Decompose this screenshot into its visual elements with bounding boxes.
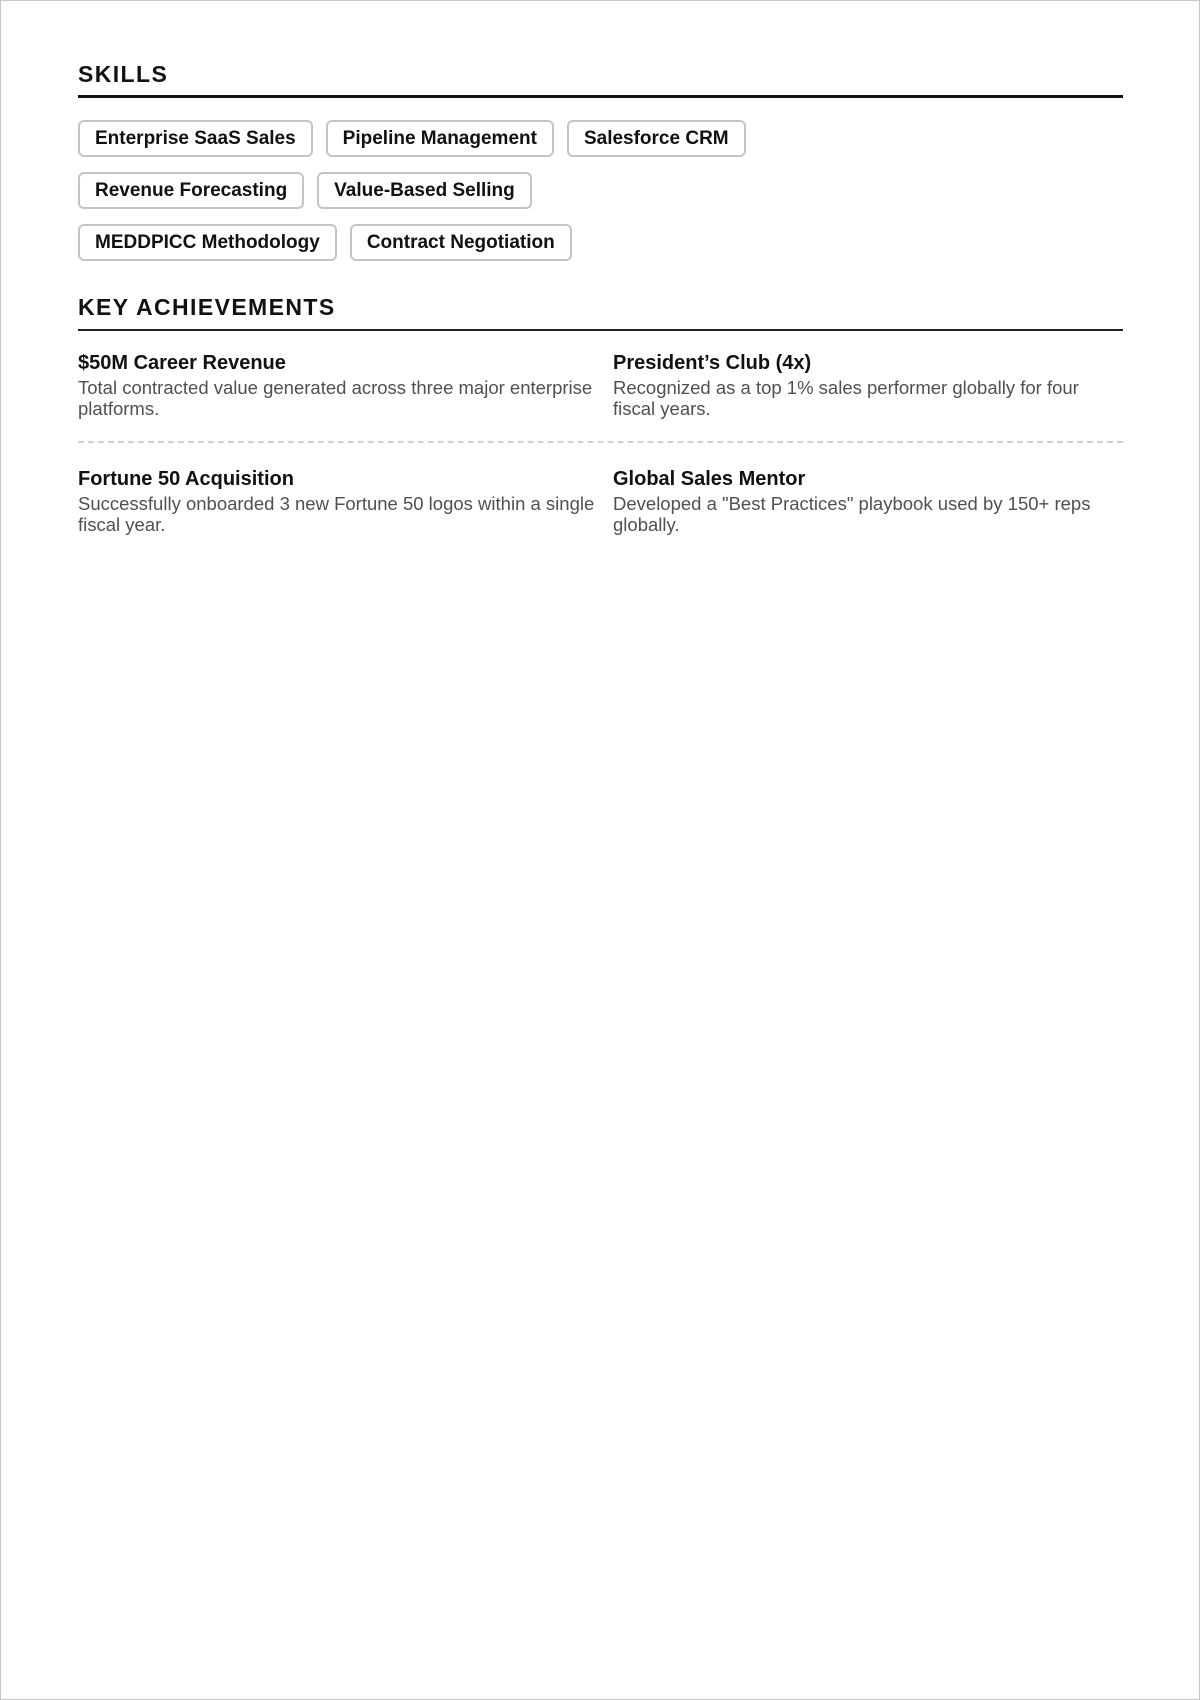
skill-tag: Pipeline Management [326, 120, 554, 157]
skills-tag-list [78, 120, 798, 261]
achievement-row-separator [78, 441, 1123, 443]
skill-tag: MEDDPICC Methodology [78, 224, 337, 261]
achievement-description: Successfully onboarded 3 new Fortune 50 logos within a single fiscal year. [78, 493, 595, 535]
achievement-item [78, 467, 613, 535]
achievements-row [78, 467, 1123, 535]
achievements-heading: KEY ACHIEVEMENTS [78, 294, 336, 320]
achievement-description: Total contracted value generated across three major enterprise platforms. [78, 377, 593, 419]
achievements-divider [78, 329, 1123, 331]
skills-section [78, 59, 1123, 261]
skill-tag: Enterprise SaaS Sales [78, 120, 313, 157]
achievement-description: Recognized as a top 1% sales performer globally for four fiscal years. [613, 377, 1079, 419]
skills-divider [78, 95, 1123, 98]
skill-tag: Contract Negotiation [350, 224, 572, 261]
achievement-item [613, 467, 1125, 535]
achievement-item [78, 351, 613, 419]
achievements-row [78, 351, 1123, 419]
achievement-description: Developed a "Best Practices" playbook used by 150+ reps globally. [613, 493, 1091, 535]
achievement-item [613, 351, 1125, 419]
achievement-title: Global Sales Mentor [613, 468, 806, 490]
skills-heading: SKILLS [78, 61, 169, 87]
achievement-title: $50M Career Revenue [78, 352, 286, 374]
achievements-section [78, 292, 1123, 535]
skill-tag: Revenue Forecasting [78, 172, 304, 209]
skill-tag: Salesforce CRM [567, 120, 746, 157]
skill-tag: Value-Based Selling [317, 172, 532, 209]
achievement-title: President’s Club (4x) [613, 352, 812, 374]
achievement-title: Fortune 50 Acquisition [78, 468, 294, 490]
